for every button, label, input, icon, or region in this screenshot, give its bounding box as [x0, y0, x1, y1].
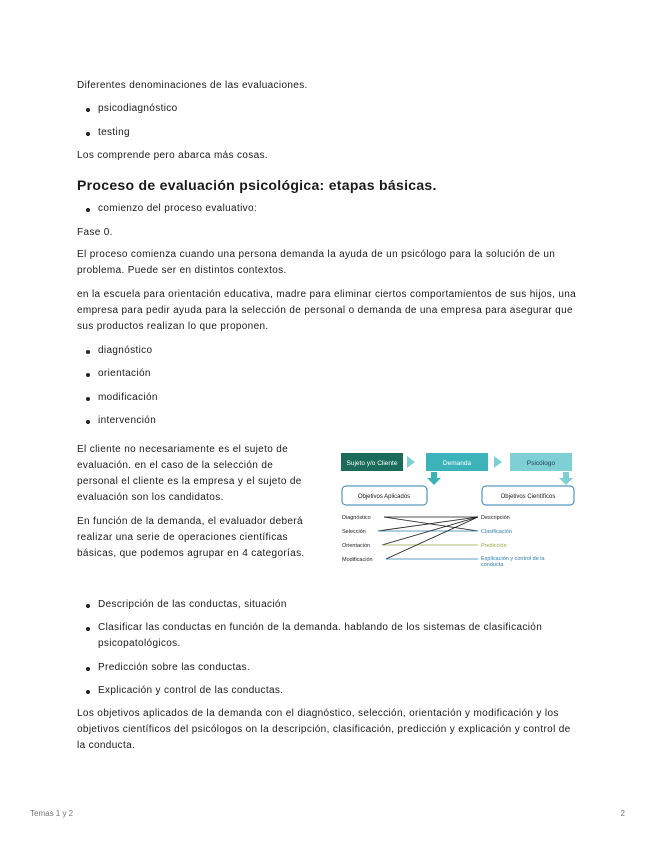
bullet: [86, 420, 90, 424]
diagram-item-modificacion: Modificación: [342, 557, 373, 563]
bullet: [86, 690, 90, 694]
page-number: 2: [620, 809, 625, 818]
list-item: psicodiagnóstico: [98, 103, 178, 114]
footer-left: Temas 1 y 2: [30, 809, 74, 818]
conclusion-paragraph: Los objetivos aplicados de la demanda con el diagnóstico, selección, orientación y modificación y los objetivos científicos del psicólogos on la descripción, clasificación, predicción y explicación y control de la conducta.: [77, 708, 571, 751]
section-heading: Proceso de evaluación psicológica: etapas básicas.: [77, 177, 437, 193]
paragraph: El proceso comienza cuando una persona demanda la ayuda de un psicólogo para la solución de un problema. Puede ser en distintos contextos.: [77, 249, 556, 276]
list-item: Clasificar las conductas en función de la demanda. hablando de los sistemas de clasificación psicopatológicos.: [98, 622, 543, 649]
list-item: modificación: [98, 392, 158, 403]
bullet: [86, 373, 90, 377]
list-item: Descripción de las conductas, situación: [98, 599, 287, 610]
list-item: comienzo del proceso evaluativo:: [98, 203, 258, 214]
diagram-item-clasificacion: Clasificación: [481, 529, 512, 535]
list-item: intervención: [98, 415, 157, 426]
diagram-label-cientificos: Objetivos Científicos: [500, 494, 556, 500]
comprende-text: Los comprende pero abarca más cosas.: [77, 150, 269, 161]
bullet: [86, 604, 90, 608]
bullet: [86, 627, 90, 631]
diagram-label-psicologo: Psicólogo: [526, 460, 556, 467]
bullet: [86, 108, 90, 112]
list-item: testing: [98, 127, 130, 138]
explicacion-line-2: conducta: [481, 562, 504, 568]
list-item: diagnóstico: [98, 345, 153, 356]
diagram-item-seleccion: Selección: [342, 529, 366, 535]
bullet: [86, 132, 90, 136]
list-item: Explicación y control de las conductas.: [98, 685, 284, 696]
diagram-item-prediccion: Predicción: [481, 543, 507, 549]
diagram-item-orientacion: Orientación: [342, 543, 371, 549]
evaluation-diagram: [338, 450, 578, 572]
fase-label: Fase 0.: [77, 227, 113, 238]
bullet: [86, 350, 90, 354]
list-item: orientación: [98, 368, 151, 379]
paragraph: en la escuela para orientación educativa, madre para eliminar ciertos comportamientos de sus hijos, una empresa para pedir ayuda para la selección de personal o demanda de una empresa para asegurar que sus productos realizan lo que proponen.: [77, 289, 577, 332]
paragraph: El cliente no necesariamente es el sujeto de evaluación. en el caso de la selección de personal el cliente es la empresa y el sujeto de evaluación son los candidatos.: [77, 444, 302, 503]
bullet: [86, 397, 90, 401]
diagram-item-diagnostico: Diagnóstico: [342, 515, 371, 521]
explicacion-line-1: Explicación y control de la: [481, 556, 545, 562]
diagram-label-aplicados: Objetivos Aplicados: [357, 494, 411, 500]
diagram-label-sujeto: Sujeto y/o Cliente: [346, 460, 398, 467]
intro-text: Diferentes denominaciones de las evaluaciones.: [77, 80, 308, 91]
paragraph: En función de la demanda, el evaluador deberá realizar una serie de operaciones científicas básicas, que podemos agrupar en 4 categorías.: [77, 516, 305, 559]
list-item: Predicción sobre las conductas.: [98, 662, 251, 673]
diagram-item-descripcion: Descripción: [481, 515, 510, 521]
bullet: [86, 208, 90, 212]
bullet: [86, 667, 90, 671]
diagram-label-demanda: Demanda: [442, 460, 472, 467]
